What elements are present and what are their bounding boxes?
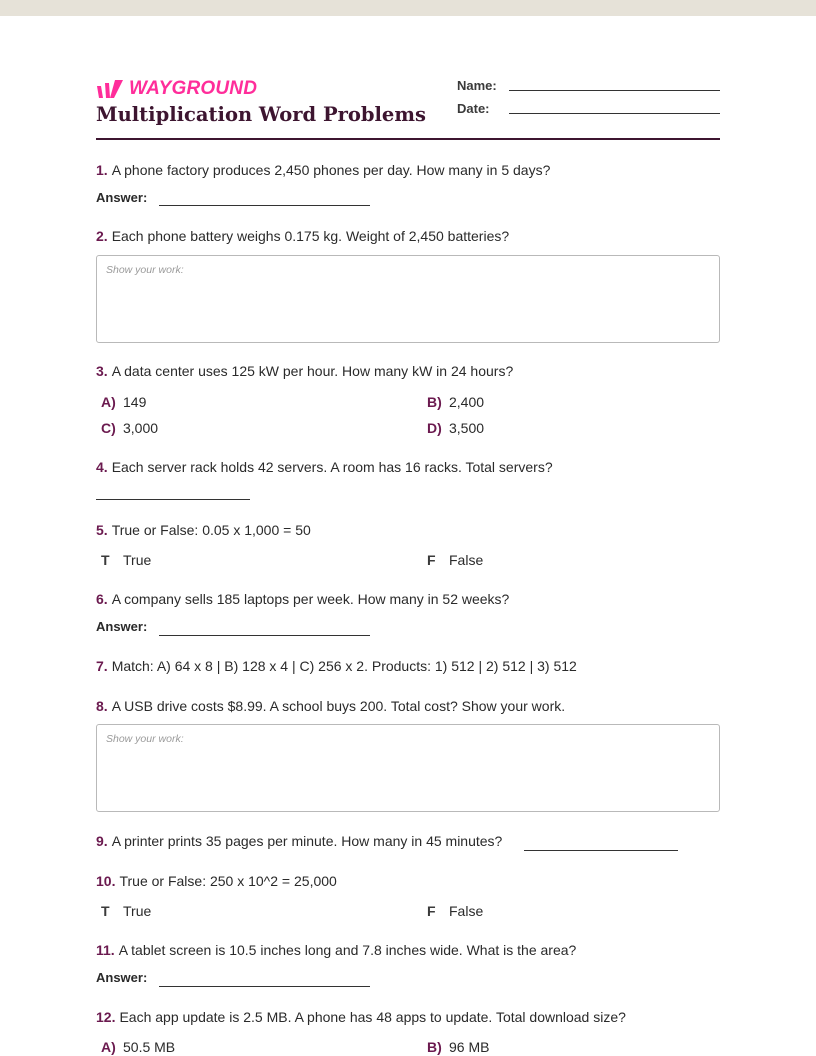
answer-field[interactable] <box>159 205 370 206</box>
question-text: Each app update is 2.5 MB. A phone has 48 apps to update. Total download size? <box>119 1009 626 1025</box>
option-c[interactable] <box>101 420 158 436</box>
brand-logo <box>96 78 257 100</box>
question-text: True or False: 0.05 x 1,000 = 50 <box>111 522 311 538</box>
question-10 <box>96 873 337 889</box>
option-false[interactable] <box>427 552 483 568</box>
question-1 <box>96 162 550 178</box>
option-text: True <box>123 903 152 919</box>
option-text: 3,500 <box>449 420 485 436</box>
question-number: 11. <box>96 942 115 958</box>
question-text: A tablet screen is 10.5 inches long and 7.8 inches wide. What is the area? <box>118 942 577 958</box>
answer-field[interactable] <box>524 850 678 851</box>
answer-label: Answer: <box>96 970 148 985</box>
question-number: 9. <box>96 833 108 849</box>
option-a[interactable] <box>101 394 146 410</box>
question-number: 8. <box>96 698 108 714</box>
answer-field[interactable] <box>159 986 370 987</box>
question-8 <box>96 698 565 714</box>
question-number: 1. <box>96 162 108 178</box>
option-text: 3,000 <box>123 420 159 436</box>
option-key: A) <box>101 1039 116 1055</box>
question-12 <box>96 1009 626 1025</box>
work-box[interactable] <box>96 724 720 812</box>
date-field[interactable] <box>509 113 720 114</box>
question-number: 4. <box>96 459 108 475</box>
question-2 <box>96 228 509 244</box>
option-b[interactable] <box>427 1039 489 1055</box>
question-text: True or False: 250 x 10^2 = 25,000 <box>119 873 337 889</box>
work-box[interactable] <box>96 255 720 343</box>
question-text: Each server rack holds 42 servers. A room has 16 racks. Total servers? <box>111 459 553 475</box>
question-text: A phone factory produces 2,450 phones per day. How many in 5 days? <box>111 162 551 178</box>
option-key: F <box>427 552 436 568</box>
question-number: 5. <box>96 522 108 538</box>
question-number: 10. <box>96 873 116 889</box>
option-key: F <box>427 903 436 919</box>
option-key: A) <box>101 394 116 410</box>
option-key: B) <box>427 394 442 410</box>
question-6 <box>96 591 509 607</box>
question-3 <box>96 363 513 379</box>
question-7 <box>96 658 577 674</box>
work-placeholder: Show your work: <box>106 733 184 745</box>
brand-name: WAYGROUND <box>129 78 258 99</box>
answer-field[interactable] <box>96 499 250 500</box>
question-9 <box>96 833 502 849</box>
top-bar <box>0 0 816 16</box>
question-text: A printer prints 35 pages per minute. How many in 45 minutes? <box>111 833 503 849</box>
answer-field[interactable] <box>159 635 370 636</box>
option-key: B) <box>427 1039 442 1055</box>
option-true[interactable] <box>101 903 151 919</box>
question-number: 6. <box>96 591 108 607</box>
option-false[interactable] <box>427 903 483 919</box>
question-text: Match: A) 64 x 8 | B) 128 x 4 | C) 256 x 2. Products: 1) 512 | 2) 512 | 3) 512 <box>111 658 577 674</box>
option-a[interactable] <box>101 1039 175 1055</box>
option-text: True <box>123 552 152 568</box>
question-number: 7. <box>96 658 108 674</box>
question-text: A data center uses 125 kW per hour. How many kW in 24 hours? <box>111 363 514 379</box>
option-key: T <box>101 903 110 919</box>
option-key: T <box>101 552 110 568</box>
answer-label: Answer: <box>96 190 148 205</box>
option-text: 149 <box>123 394 147 410</box>
question-11 <box>96 942 576 958</box>
option-true[interactable] <box>101 552 151 568</box>
wayground-logo-icon <box>96 79 126 99</box>
question-number: 12. <box>96 1009 116 1025</box>
question-number: 2. <box>96 228 108 244</box>
option-text: 50.5 MB <box>123 1039 176 1055</box>
name-label: Name: <box>457 78 497 93</box>
name-field[interactable] <box>509 90 720 91</box>
header-divider <box>96 138 720 140</box>
page-title: Multiplication Word Problems <box>96 103 426 126</box>
option-text: 96 MB <box>449 1039 490 1055</box>
date-label: Date: <box>457 101 490 116</box>
question-text: Each phone battery weighs 0.175 kg. Weight of 2,450 batteries? <box>111 228 510 244</box>
option-text: 2,400 <box>449 394 485 410</box>
question-text: A company sells 185 laptops per week. How many in 52 weeks? <box>111 591 510 607</box>
option-key: C) <box>101 420 116 436</box>
option-text: False <box>449 903 484 919</box>
option-d[interactable] <box>427 420 484 436</box>
question-text: A USB drive costs $8.99. A school buys 200. Total cost? Show your work. <box>111 698 566 714</box>
question-number: 3. <box>96 363 108 379</box>
question-5 <box>96 522 311 538</box>
option-b[interactable] <box>427 394 484 410</box>
answer-label: Answer: <box>96 619 148 634</box>
option-text: False <box>449 552 484 568</box>
option-key: D) <box>427 420 442 436</box>
question-4 <box>96 459 553 475</box>
work-placeholder: Show your work: <box>106 264 184 276</box>
